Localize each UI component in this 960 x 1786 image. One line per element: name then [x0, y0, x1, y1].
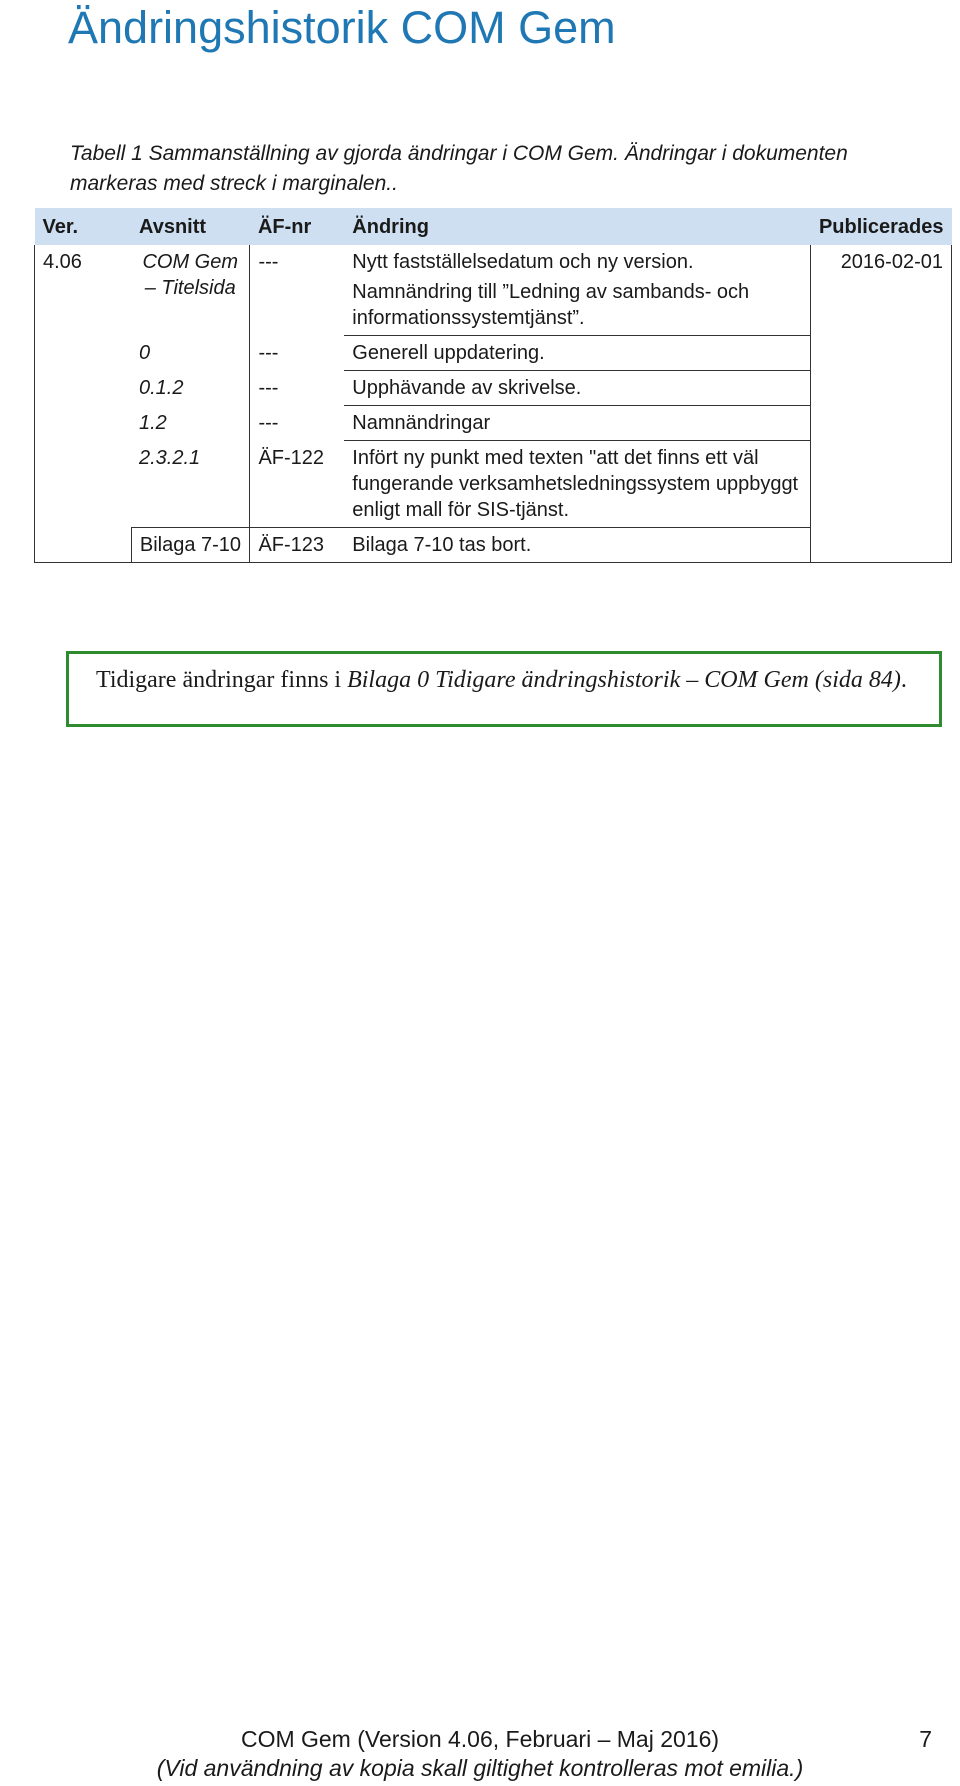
cell-version: 4.06 [35, 245, 132, 563]
footer-usage-note: (Vid användning av kopia skall giltighet kontrolleras mot emilia.) [156, 1755, 804, 1781]
table-header-row [35, 208, 952, 245]
note-text [96, 665, 926, 696]
cell-andring: Upphävande av skrivelse. [344, 371, 811, 406]
change-history-table [34, 208, 952, 563]
page-number: 7 [919, 1726, 932, 1752]
cell-af-nr: --- [250, 245, 344, 336]
cell-af-nr: ÄF-122 [250, 441, 344, 528]
note-reference: Bilaga 0 Tidigare ändringshistorik – COM Gem (sida 84) [347, 667, 901, 693]
cell-af-nr: --- [250, 406, 344, 441]
cell-avsnitt: 2.3.2.1 [131, 441, 250, 528]
note-prefix: Tidigare ändringar finns i [96, 667, 348, 693]
cell-avsnitt: COM Gem – Titelsida [142, 251, 238, 299]
cell-andring: Generell uppdatering. [344, 336, 811, 371]
table-caption: Tabell 1 Sammanställning av gjorda ändringar i COM Gem. Ändringar i dokumenten markeras med streck i marginalen.. [70, 142, 848, 195]
cell-andring: Infört ny punkt med texten "att det finns ett väl fungerande verksamhetsledningssystem uppbyggt enligt mall för SIS-tjänst. [344, 441, 811, 528]
header-af-nr: ÄF-nr [250, 208, 344, 245]
header-andring: Ändring [344, 208, 811, 245]
header-publicerades: Publicerades [811, 208, 952, 245]
page-title: Ändringshistorik COM Gem [68, 2, 616, 53]
cell-af-nr: ÄF-123 [250, 528, 344, 563]
cell-af-nr: --- [250, 371, 344, 406]
cell-avsnitt: 0 [139, 341, 151, 364]
footer-version: COM Gem (Version 4.06, Februari – Maj 2016) [240, 1726, 720, 1752]
header-ver: Ver. [35, 208, 132, 245]
cell-af-nr: --- [250, 336, 344, 371]
andring-line-1: Nytt fastställelsedatum och ny version. [352, 251, 694, 273]
cell-andring: Bilaga 7-10 tas bort. [344, 528, 811, 563]
header-avsnitt: Avsnitt [131, 208, 250, 245]
table-row [35, 245, 952, 336]
cell-avsnitt: 1.2 [139, 411, 167, 434]
cell-andring: Namnändringar [344, 406, 811, 441]
note-suffix: . [900, 667, 907, 693]
cell-avsnitt: Bilaga 7-10 [131, 528, 250, 563]
cell-andring [344, 245, 811, 336]
note-box [66, 651, 942, 727]
cell-published: 2016-02-01 [811, 245, 952, 563]
andring-line-2: Namnändring till ”Ledning av sambands- och informationssystemtjänst”. [352, 281, 750, 329]
cell-avsnitt: 0.1.2 [139, 376, 184, 399]
